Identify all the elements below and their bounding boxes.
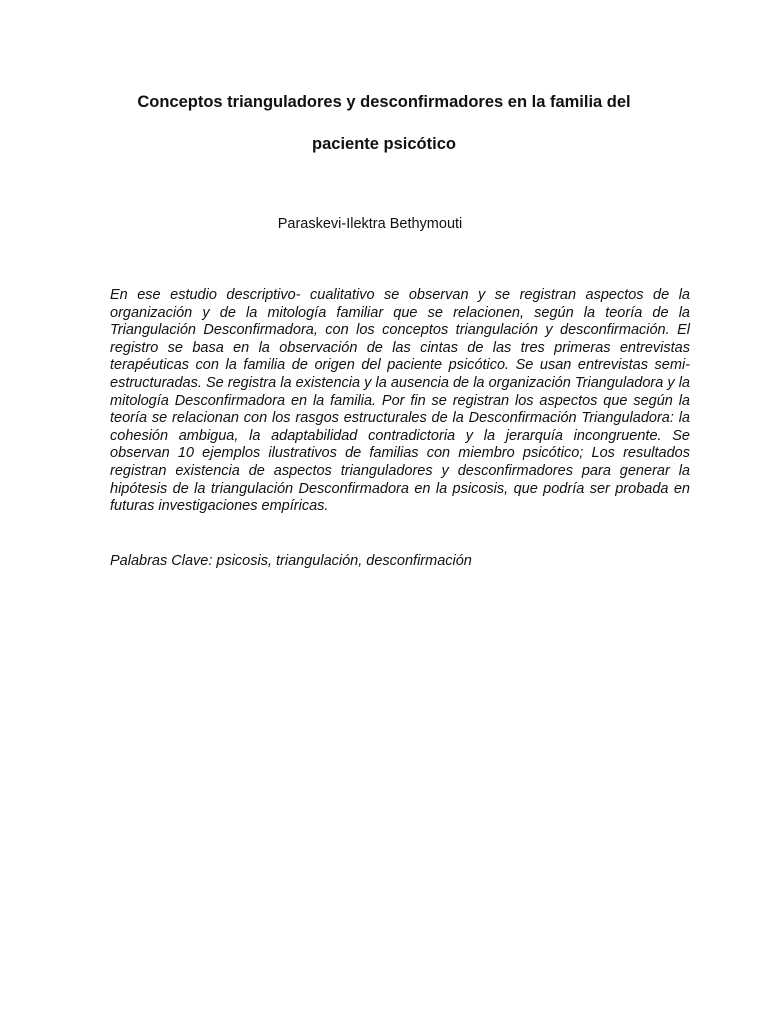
abstract-paragraph: En ese estudio descriptivo- cualitativo se observan y se registran aspectos de la organización y de la mitología familiar que se relacionen, según la teoría de la Triangulación Desconfirmadora, con los conceptos triangulación y desconfirmación. El registro se basa en la observación de las cintas de las tres primeras entrevistas terapéuticas con la familia de origen del paciente psicótico. Se usan entrevistas semi-estructuradas. Se registra la existencia y la ausencia de la organización Trianguladora y la mitología Desconfirmadora en la familia. Por fin se registran los aspectos que según la teoría se relacionan con los rasgos estructurales de la Desconfirmación Trianguladora: la cohesión ambigua, la adaptabilidad contradictoria y la jerarquía incongruente. Se observan 10 ejemplos ilustrativos de familias con miembro psicótico; Los resultados registran existencia de aspectos trianguladores y desconfirmadores para generar la hipótesis de la triangulación Desconfirmadora en la psicosis, que podría ser probada en futuras investigaciones empíricas. xyxy=(110,287,690,515)
document-title-line-2: paciente psicótico xyxy=(312,135,456,153)
author-name: Paraskevi-Ilektra Bethymouti xyxy=(277,216,463,232)
document-title-line-1: Conceptos trianguladores y desconfirmadores en la familia del xyxy=(137,93,631,111)
keywords-line: Palabras Clave: psicosis, triangulación, desconfirmación xyxy=(110,553,472,569)
